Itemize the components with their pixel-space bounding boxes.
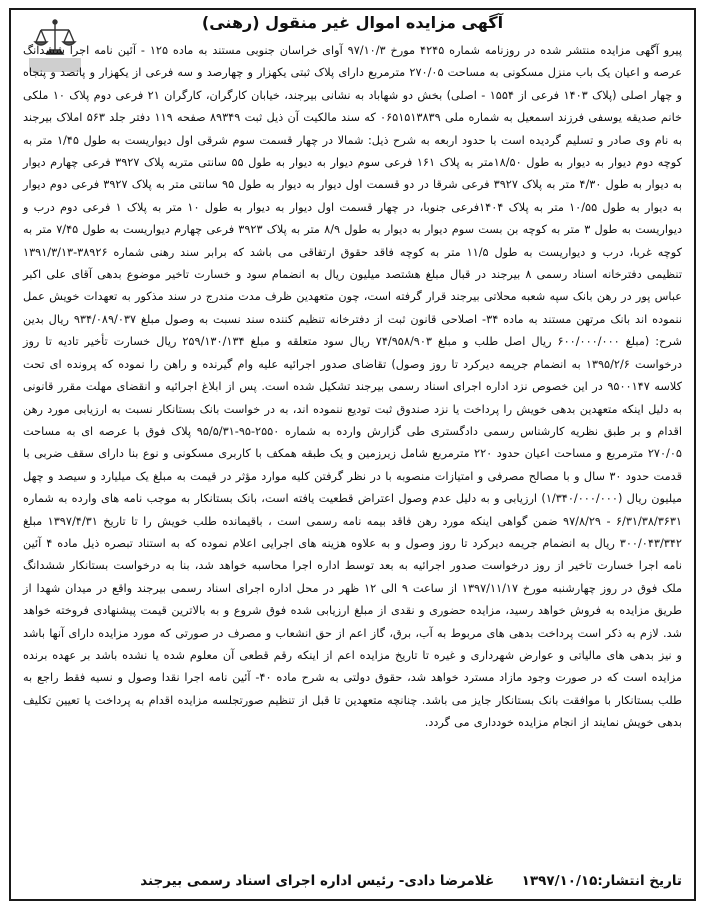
auction-notice [9,8,696,901]
signature: غلامرضا دادی- رئیس اداره اجرای اسناد رسمی بیرجند [140,873,495,889]
notice-footer [23,873,682,889]
title-row [11,10,694,38]
notice-title: آگهی مزایده اموال غیر منقول (رهنی) [201,13,504,32]
notice-body: پیرو آگهی مزایده منتشر شده در روزنامه شماره ۴۲۴۵ مورخ ۹۷/۱۰/۳ آوای خراسان جنوبی مستند به ماده ۱۲۵ - آئین نامه اجرا ششدانگ عرصه و اعیان یک باب منزل مسکونی به مساحت ۲۷۰/۰۵ مترمربع دارای پلاک ثبتی یکهزار و چهارصد و سه فرعی از یکهزار و پانصد و پنجاه و چهار اصلی (پلاک ۱۴۰۳ فرعی از ۱۵۵۴ - اصلی) بخش دو شهاباد به نشانی بیرجند، خیابان کارگران، کارگران ۲۱ فرعی دوم پلاک ۱۰ ملکی خانم صدیقه یوسفی فرزند اسمعیل به شماره ملی ۰۶۵۱۵۱۳۸۳۹ که سند مالکیت آن ذیل ثبت ۸۹۳۴۹ صفحه ۱۱۹ دفتر جلد ۵۶۳ املاک بیرجند به نام وی صادر و تسلیم گردیده است با حدود اربعه به شرح ذیل: شمالا در چهار قسمت سوم شرقی اول دیواریست به طول ۱/۴۵ متر به کوچه دوم دیوار به دیوار به طول ۱۸/۵۰متر به پلاک ۱۶۱ فرعی سوم دیوار به دیوار به طول ۵۵ سانتی متربه پلاک ۳۹۲۷ فرعی چهارم دیوار به دیوار به طول ۴/۳۰ متر به پلاک ۳۹۲۷ فرعی شرقا در دو قسمت اول دیوار به دیوار به طول ۹۵ سانتی متر به پلاک ۳۹۲۷ فرعی دوم دیوار به دیوار به طول ۱۰/۵۵ متر به پلاک ۱۴۰۴فرعی جنوبا، در چهار قسمت اول دیوار به دیوار به طول ۱۰ متر به پلاک ۱ فرعی دوم درب و دیواریست به طول ۳ متر به کوچه بن بست سوم دیوار به دیوار به طول ۸/۹ متر به پلاک ۳۹۲۳ فرعی چهارم دیواریست به طول ۷/۴۵ متر به کوچه غربا، درب و دیواریست به طول ۱۱/۵ متر به کوچه فاقد حقوق ارتفاقی می باشد که برابر سند رهنی شماره ۳۸۹۲۶-۱۳۹۱/۳/۱۳ تنظیمی دفترخانه اسناد رسمی ۸ بیرجند در قبال مبلغ هشتصد میلیون ریال به انضمام سود و خسارت تاخیر موضوع بدهی آقای علی اکبر عباس پور در رهن بانک سپه شعبه محلاتی بیرجند قرار گرفته است، چون متعهدین ظرف مدت مندرج در سند مذکور به تعهدات خویش عمل ننموده اند بانک مرتهن مستند به ماده ۳۴- اصلاحی قانون ثبت از دفترخانه تنظیم کننده سند نسبت به وصول مبلغ ۹۳۴/۰۸۹/۰۳۷ ریال بدین شرح: (مبلغ ۶۰۰/۰۰۰/۰۰۰ ریال اصل طلب و مبلغ ۷۴/۹۵۸/۹۰۳ ریال سود متعلقه و مبلغ ۲۵۹/۱۳۰/۱۳۴ ریال خسارت تأخیر تادیه تا روز درخواست ۱۳۹۵/۲/۶ به انضمام جریمه دیرکرد تا روز وصول) تقاضای صدور اجرائیه علیه وام گیرنده و راهن را نموده که پرونده ای تحت کلاسه ۹۵۰۰۱۴۷ در این خصوص نزد اداره اجرای اسناد رسمی بیرجند تشکیل شده است. پس از ابلاغ اجرائیه و انقضای مهلت مقرر قانونی به دلیل اینکه متعهدین بدهی خویش را پرداخت یا نزد صندوق ثبت تودیع ننموده اند، به در خواست بانک بستانکار نسبت به ارزیابی مورد رهن اقدام و بر طبق نظریه کارشناس رسمی دادگستری طی گزارش وارده به شماره ۲۵۵۰-۹۵-۹۵/۵/۳۱ پلاک فوق با عرصه ای به مساحت ۲۷۰/۰۵ مترمربع و مساحت اعیان حدود ۲۲۰ مترمربع شامل زیرزمین و یک طبقه همکف با کاربری مسکونی و نوع بنا دارای سقف ضربی با قدمت حدود ۳۰ سال و با مصالح مصرفی و امتیازات منصوبه با در نظر گرفتن کلیه موارد مؤثر در قیمت به مبلغ یک میلیارد و سیصد و چهل میلیون ریال (۱/۳۴۰/۰۰۰/۰۰۰) ارزیابی و به دلیل عدم وصول اعتراض قطعیت یافته است، بانک بستانکار به موجب نامه های وارده به شماره ۶/۳۱/۳۸/۳۶۳۱ - ۹۷/۸/۲۹ ضمن گواهی اینکه مورد رهن فاقد بیمه نامه رسمی است ، باقیمانده طلب خویش را تا تاریخ ۱۳۹۷/۴/۳۱ مبلغ ۳۰۰/۰۴۳/۳۴۲ ریال به انضمام جریمه دیرکرد تا روز وصول و به علاوه هزینه های اجرایی اعلام نموده که به استناد تبصره ذیل ماده ۴ آئین نامه اجرا خسارت تاخیر از روز درخواست صدور اجرائیه به بعد توسط اداره اجرا محاسبه خواهد شد، بنا به درخواست بستانکار ششدانگ ملک فوق در روز چهارشنبه مورخ ۱۳۹۷/۱۱/۱۷ از ساعت ۹ الی ۱۲ ظهر در محل اداره اجرای اسناد رسمی بیرجند واقع در میدان شهدا از طریق مزایده به فروش خواهد رسید، مزایده حضوری و نقدی از مبلغ ارزیابی شده فوق شروع و به بالاترین قیمت پیشنهادی فروخته خواهد شد. لازم به ذکر است پرداخت بدهی های مربوط به آب، برق، گاز اعم از حق انشعاب و مصرف در صورتی که مورد مزایده دارای آنها باشد و نیز بدهی های مالیاتی و عوارض شهرداری و غیره تا تاریخ مزایده اعم از اینکه رقم قطعی آن معلوم شده یا نشده باشد بر عهده برنده مزایده است که در صورت وجود مازاد مسترد خواهد شد، حقوق دولتی به شرح ماده ۴۰- آئین نامه اجرا نقدا وصول و نسیه فقط راجع به طلب بستانکار با موافقت بانک بستانکار جایز می باشد. چنانچه متعهدین تا قبل از تنظیم صورتجلسه مزایده اقدام به پرداخت یا تعیین تکلیف بدهی خویش نمایند از انجام مزایده خودداری می گردد. [23,44,683,730]
publish-date: تاریخ انتشار:۱۳۹۷/۱۰/۱۵ [521,873,682,889]
